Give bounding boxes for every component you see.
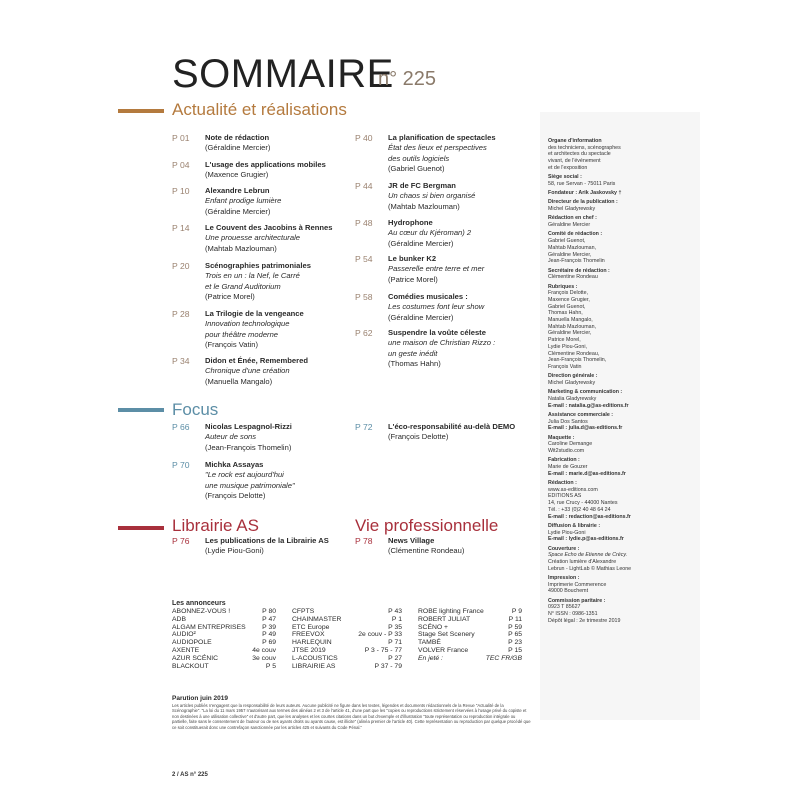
section-title-actualite: Actualité et réalisations (172, 100, 347, 119)
section-title-vie: Vie professionnelle (355, 516, 499, 535)
advertiser-name: ABONNEZ-VOUS ! (172, 608, 231, 615)
entry-author: (Jean-François Thomelin) (205, 442, 292, 452)
entry-subtitle: des outils logiciels (388, 153, 450, 163)
masthead-line: Fabrication : (548, 457, 580, 464)
advertiser-name: CFPTS (292, 608, 315, 615)
masthead-line: Wit2studio.com (548, 448, 585, 455)
masthead-block (548, 174, 698, 187)
masthead-line: Caroline Demange (548, 441, 593, 448)
advertiser-page: P 23 (508, 639, 522, 647)
entry-author: (François Vatin) (205, 340, 259, 350)
entry-author: (Géraldine Mercier) (388, 238, 454, 248)
masthead-line: des techniciens, scénographes (548, 144, 621, 151)
masthead-line: Mahtab Mazlouman, (548, 244, 596, 251)
entry-title: News Village (388, 536, 435, 545)
page-number: P 14 (172, 223, 190, 233)
masthead-line: Natalia Gladyrewsky (548, 395, 597, 402)
entry-title: L'éco-responsabilité au-delà DEMO (388, 422, 516, 431)
page-number: P 34 (172, 356, 190, 366)
advertiser-name: HARLEQUIN (292, 639, 332, 647)
masthead-block (548, 546, 698, 573)
advertiser-name: AXENTE (172, 646, 200, 654)
advertiser-page: P 11 (508, 615, 522, 623)
advertiser-page: TEC FR/GB (485, 654, 522, 662)
entry-subtitle: Enfant prodige lumière (205, 196, 282, 206)
page-number: P 20 (172, 261, 190, 271)
masthead-line: et architectes du spectacle (548, 151, 611, 158)
masthead-line: Assistance commerciale : (548, 411, 614, 418)
masthead-line: Direction générale : (548, 373, 598, 380)
advertiser-name: En jeté : (418, 654, 443, 662)
section-bar-focus (118, 408, 164, 412)
advertiser-page: 4e couv (252, 646, 276, 654)
entry-subtitle: Un chaos si bien organisé (388, 191, 476, 201)
masthead-line: Organe d'information (548, 138, 602, 144)
masthead-block (548, 575, 698, 595)
masthead-line: Lebrun - LightLab © Mathias Leone (548, 565, 632, 572)
masthead-line: E-mail : natalia.g@as-editions.fr (548, 402, 629, 409)
page-number: P 44 (355, 181, 373, 191)
masthead-line: Rubriques : (548, 283, 578, 290)
masthead-line: Manuella Mangalo, (548, 317, 593, 324)
entry-author: (Géraldine Mercier) (205, 206, 271, 216)
masthead-line: Rédaction : (548, 480, 577, 487)
masthead-line: vivant, de l'événement (548, 158, 601, 165)
masthead-block (548, 457, 698, 477)
advertiser-page: P 49 (262, 631, 276, 639)
advertiser-name: FREEVOX (292, 631, 325, 639)
masthead-line: Géraldine Mercier (548, 222, 591, 229)
entry-title: Note de rédaction (205, 133, 270, 142)
advertiser-name: Stage Set Scenery (418, 631, 475, 639)
masthead-line: 58, rue Servan - 75011 Paris (548, 180, 616, 187)
masthead-block (548, 523, 698, 543)
entry-title: Michka Assayas (205, 460, 264, 469)
advertiser-row (418, 616, 522, 624)
advertiser-name: ROBE lighting France (418, 608, 484, 615)
masthead-line: Clémentine Rondeau, (548, 350, 600, 357)
advertiser-row (418, 639, 522, 647)
entry-subtitle: Les costumes font leur show (388, 302, 485, 312)
page-number: P 72 (355, 422, 373, 432)
page-number: P 10 (172, 186, 190, 196)
entry-title: Les publications de la Librairie AS (205, 536, 329, 545)
entry-subtitle: Passerelle entre terre et mer (388, 264, 485, 274)
advertiser-page: P 5 (265, 662, 276, 670)
entry-subtitle: une maison de Christian Rizzo : (388, 338, 496, 348)
masthead-line: 49000 Bouchemt (548, 588, 589, 595)
masthead-line: Dépôt légal : 2e trimestre 2019 (548, 617, 621, 624)
advertiser-row (172, 639, 276, 647)
masthead-line: Jean-François Thomelin, (548, 357, 607, 364)
page-number: P 66 (172, 422, 190, 432)
page-number: P 62 (355, 328, 373, 338)
masthead-block (548, 598, 698, 625)
advertiser-name: AUDIOPOLE (172, 639, 212, 647)
advertiser-page: P 39 (262, 623, 276, 631)
entry-subtitle: Auteur de sons (205, 432, 257, 442)
advertiser-row (292, 647, 402, 655)
advertiser-name: SCÉNO + (418, 623, 449, 631)
masthead (548, 138, 698, 627)
masthead-line: Commission paritaire : (548, 597, 606, 604)
masthead-line: Fondateur : Arik Jaskovsky † (548, 190, 622, 197)
advertiser-name: LIBRAIRIE AS (292, 662, 336, 670)
masthead-line: EDITIONS AS (548, 493, 582, 500)
masthead-line: Diffusion & librairie : (548, 522, 601, 529)
advertisers-title: Les annonceurs (172, 600, 226, 607)
advertiser-page: 2e couv - P 33 (358, 631, 402, 639)
masthead-block (548, 373, 698, 386)
masthead-line: Secrétaire de rédaction : (548, 267, 610, 274)
advertiser-name: VOLVER France (418, 646, 469, 654)
page-number: P 40 (355, 133, 373, 143)
masthead-line: 14, rue Crucy - 44000 Nantes (548, 500, 618, 507)
legal-notice: Les articles publiés n'engagent que la responsabilité de leurs auteurs. Aucune publicité ne figure dans les textes, légendes et documents rédactionnels de la Revue "Actualité de la Scénographie". "La loi du 11 mars 1957 n'autorisant aux termes des alinéas 2 et 3 de l'article 41, d'une part que les "copies ou reproductions strictement réservées à l'usage privé du copiste et non destinées à une utilisation collective" et d'autre part, que les analyses et les courtes citations dans un but d'exemple et d'illustration "toute représentation ou reproduction intégrale ou partielle, faite sans le consentement de l'auteur ou de ses ayants droits ou ayants cause, est illicite" (alinéa premier de l'article 40). Cette représentation ou reproduction par quelque procédé que ce soit constituerait donc une contrefaçon sanctionnée par les articles 425 et suivants du Code Pénal." (172, 703, 531, 730)
masthead-line: Marie de Gouzer (548, 464, 588, 471)
masthead-line: François Vatin (548, 363, 582, 370)
page-number: P 01 (172, 133, 190, 143)
entry-title: La planification de spectacles (388, 133, 496, 142)
section-title-focus: Focus (172, 400, 219, 419)
section-bar-librairie (118, 526, 164, 530)
masthead-line: Maquette : (548, 434, 575, 441)
entry-title: Didon et Énée, Remembered (205, 356, 308, 365)
masthead-block (548, 138, 698, 172)
entry-author: (Mahtab Mazlouman) (205, 243, 277, 253)
entry-author: (Maxence Grugier) (205, 170, 269, 180)
entry-title: JR de FC Bergman (388, 181, 456, 190)
advertiser-page: P 3 - 75 - 77 (364, 646, 402, 654)
masthead-line: Mahtab Mazlouman, (548, 323, 596, 330)
entry-subtitle: État des lieux et perspectives (388, 143, 487, 153)
advertiser-row (292, 655, 402, 663)
page-title: SOMMAIRE (172, 52, 394, 96)
entry-title: Scénographies patrimoniales (205, 261, 311, 270)
masthead-line: Marketing & communication : (548, 389, 623, 396)
entry-subtitle: Une prouesse architecturale (205, 233, 300, 243)
entry-author: (Clémentine Rondeau) (388, 546, 465, 556)
masthead-line: Comité de rédaction : (548, 231, 603, 238)
section-title-librairie: Librairie AS (172, 516, 259, 535)
advertisers-col-2 (292, 608, 402, 670)
entry-title: Comédies musicales : (388, 292, 468, 301)
masthead-line: E-mail : julia.d@as-editions.fr (548, 425, 623, 432)
page-number: P 04 (172, 160, 190, 170)
masthead-line: Michel Gladyrewsky (548, 206, 596, 213)
entry-subtitle: Au cœur du Kjéroman) 2 (388, 228, 472, 238)
masthead-line: 0923 T 85627 (548, 604, 581, 611)
advertiser-row (172, 616, 276, 624)
advertiser-page: P 37 - 79 (374, 662, 402, 670)
masthead-line: Julia Dos Santos (548, 418, 588, 425)
page-number: P 48 (355, 218, 373, 228)
page-folio: 2 / AS n° 225 (172, 772, 208, 778)
masthead-line: Gabriel Guenot, (548, 238, 586, 245)
advertiser-row (172, 647, 276, 655)
entry-author: (Géraldine Mercier) (205, 143, 271, 153)
entry-subtitle: et le Grand Auditorium (205, 281, 281, 291)
masthead-line: Space Echo de Etienne de Crécy. (548, 552, 628, 559)
section-bar-actualite (118, 109, 164, 113)
advertiser-row (292, 631, 402, 639)
advertiser-page: 3e couv (252, 654, 276, 662)
advertiser-name: ADB (172, 615, 186, 623)
masthead-line: Maxence Grugier, (548, 296, 590, 303)
entry-title: Suspendre la voûte céleste (388, 328, 486, 337)
entry-author: (François Delotte) (205, 491, 266, 501)
advertisers-col-3 (418, 608, 522, 663)
advertiser-row (172, 608, 276, 616)
entry-subtitle: pour théâtre moderne (205, 329, 279, 339)
advertiser-page: P 35 (388, 623, 402, 631)
page-number: P 28 (172, 309, 190, 319)
advertiser-page: P 47 (262, 615, 276, 623)
advertiser-row (172, 663, 276, 671)
masthead-block (548, 231, 698, 265)
masthead-line: Imprimerie Commerence (548, 581, 607, 588)
masthead-block (548, 480, 698, 520)
entry-author: (Lydie Piou-Goni) (205, 546, 264, 556)
entry-author: (Gabriel Guenot) (388, 164, 445, 174)
masthead-block (548, 268, 698, 281)
advertiser-page: P 80 (262, 608, 276, 615)
advertiser-page: P 69 (262, 639, 276, 647)
masthead-line: N° ISSN : 0986-1351 (548, 611, 598, 618)
masthead-line: Création lumière d'Alexandre (548, 558, 617, 565)
advertiser-page: P 71 (388, 639, 402, 647)
advertiser-name: AUDIO² (172, 631, 196, 639)
advertiser-page: P 65 (508, 631, 522, 639)
advertiser-name: ETC Europe (292, 623, 330, 631)
masthead-line: Clémentine Rondeau (548, 274, 598, 281)
entry-author: (Mahtab Mazlouman) (388, 201, 460, 211)
advertiser-row (418, 647, 522, 655)
issue-number: n° 225 (378, 68, 437, 90)
masthead-line: Rédaction en chef : (548, 215, 597, 222)
advertiser-name: CHAINMASTER (292, 615, 342, 623)
masthead-line: Géraldine Mercier, (548, 251, 592, 258)
advertiser-name: JTSE 2019 (292, 646, 326, 654)
masthead-line: Tél. : +33 (0)2 40 48 64 24 (548, 506, 611, 513)
advertiser-page: P 15 (508, 646, 522, 654)
masthead-line: et de l'exposition (548, 164, 588, 171)
masthead-line: E-mail : redaction@as-editions.fr (548, 513, 631, 520)
entry-title: Le Couvent des Jacobins à Rennes (205, 223, 333, 232)
advertiser-name: ALGAM ENTREPRISES (172, 623, 246, 631)
masthead-line: François Delotte, (548, 290, 589, 297)
masthead-block (548, 412, 698, 432)
advertiser-row (418, 608, 522, 616)
masthead-line: E-mail : lydie.p@as-editions.fr (548, 536, 624, 543)
page-number: P 54 (355, 254, 373, 264)
advertiser-row (418, 655, 522, 663)
advertiser-name: AZUR SCÉNIC (172, 654, 219, 662)
masthead-line: Lydie Piou-Goni, (548, 343, 587, 350)
entry-subtitle: Chronique d'une création (205, 366, 290, 376)
entry-subtitle: "Le rock est aujourd'hui (205, 470, 284, 480)
entry-author: (François Delotte) (388, 432, 449, 442)
advertiser-name: TAMBÉ (418, 639, 441, 647)
entry-title: Hydrophone (388, 218, 433, 227)
masthead-line: Jean-François Thomelin (548, 258, 605, 265)
advertiser-page: P 59 (508, 623, 522, 631)
page-number: P 76 (172, 536, 190, 546)
page-number: P 70 (172, 460, 190, 470)
entry-author: (Patrice Morel) (388, 274, 438, 284)
masthead-line: Directeur de la publication : (548, 199, 618, 206)
advertiser-page: P 1 (391, 615, 402, 623)
masthead-line: Géraldine Mercier, (548, 330, 592, 337)
advertiser-row (292, 639, 402, 647)
masthead-block (548, 284, 698, 371)
entry-author: (Thomas Hahn) (388, 359, 441, 369)
advertiser-row (292, 608, 402, 616)
advertisers-col-1 (172, 608, 276, 670)
masthead-block (548, 389, 698, 409)
advertiser-row (172, 655, 276, 663)
page-number: P 58 (355, 292, 373, 302)
masthead-line: E-mail : marie.d@as-editions.fr (548, 470, 626, 477)
masthead-line: Lydie Piou-Goni (548, 529, 586, 536)
advertiser-row (418, 624, 522, 632)
advertiser-row (292, 624, 402, 632)
masthead-block (548, 199, 698, 212)
entry-subtitle: une musique patrimoniale" (205, 480, 295, 490)
advertiser-name: L-ACOUSTICS (292, 654, 338, 662)
entry-title: Nicolas Lespagnol-Rizzi (205, 422, 292, 431)
page-number: P 78 (355, 536, 373, 546)
advertiser-page: P 9 (511, 608, 522, 615)
entry-subtitle: un geste inédit (388, 348, 438, 358)
entry-title: Alexandre Lebrun (205, 186, 270, 195)
entry-title: L'usage des applications mobiles (205, 160, 326, 169)
masthead-block (548, 215, 698, 228)
masthead-line: www.as-editions.com (548, 486, 598, 493)
entry-subtitle: Trois en un : la Nef, le Carré (205, 271, 300, 281)
advertiser-row (292, 616, 402, 624)
advertiser-row (292, 663, 402, 671)
advertiser-page: P 43 (388, 608, 402, 615)
advertiser-page: P 27 (388, 654, 402, 662)
masthead-block (548, 190, 698, 197)
parution-date: Parution juin 2019 (172, 695, 228, 702)
masthead-line: Michel Gladyrewsky (548, 379, 596, 386)
masthead-line: Patrice Morel, (548, 337, 581, 344)
entry-author: (Géraldine Mercier) (388, 312, 454, 322)
entry-title: Le bunker K2 (388, 254, 437, 263)
entry-subtitle: Innovation technologique (205, 319, 290, 329)
entry-author: (Patrice Morel) (205, 292, 255, 302)
advertiser-name: ROBERT JULIAT (418, 615, 471, 623)
masthead-block (548, 435, 698, 455)
advertiser-row (172, 631, 276, 639)
masthead-line: Thomas Hahn, (548, 310, 583, 317)
masthead-line: Siège social : (548, 174, 582, 181)
advertiser-row (172, 624, 276, 632)
entry-title: La Trilogie de la vengeance (205, 309, 304, 318)
advertiser-name: BLACKOUT (172, 662, 209, 670)
masthead-line: Couverture : (548, 545, 580, 552)
entry-author: (Manuella Mangalo) (205, 376, 273, 386)
masthead-line: Impression : (548, 574, 580, 581)
masthead-line: Gabriel Guenot, (548, 303, 586, 310)
